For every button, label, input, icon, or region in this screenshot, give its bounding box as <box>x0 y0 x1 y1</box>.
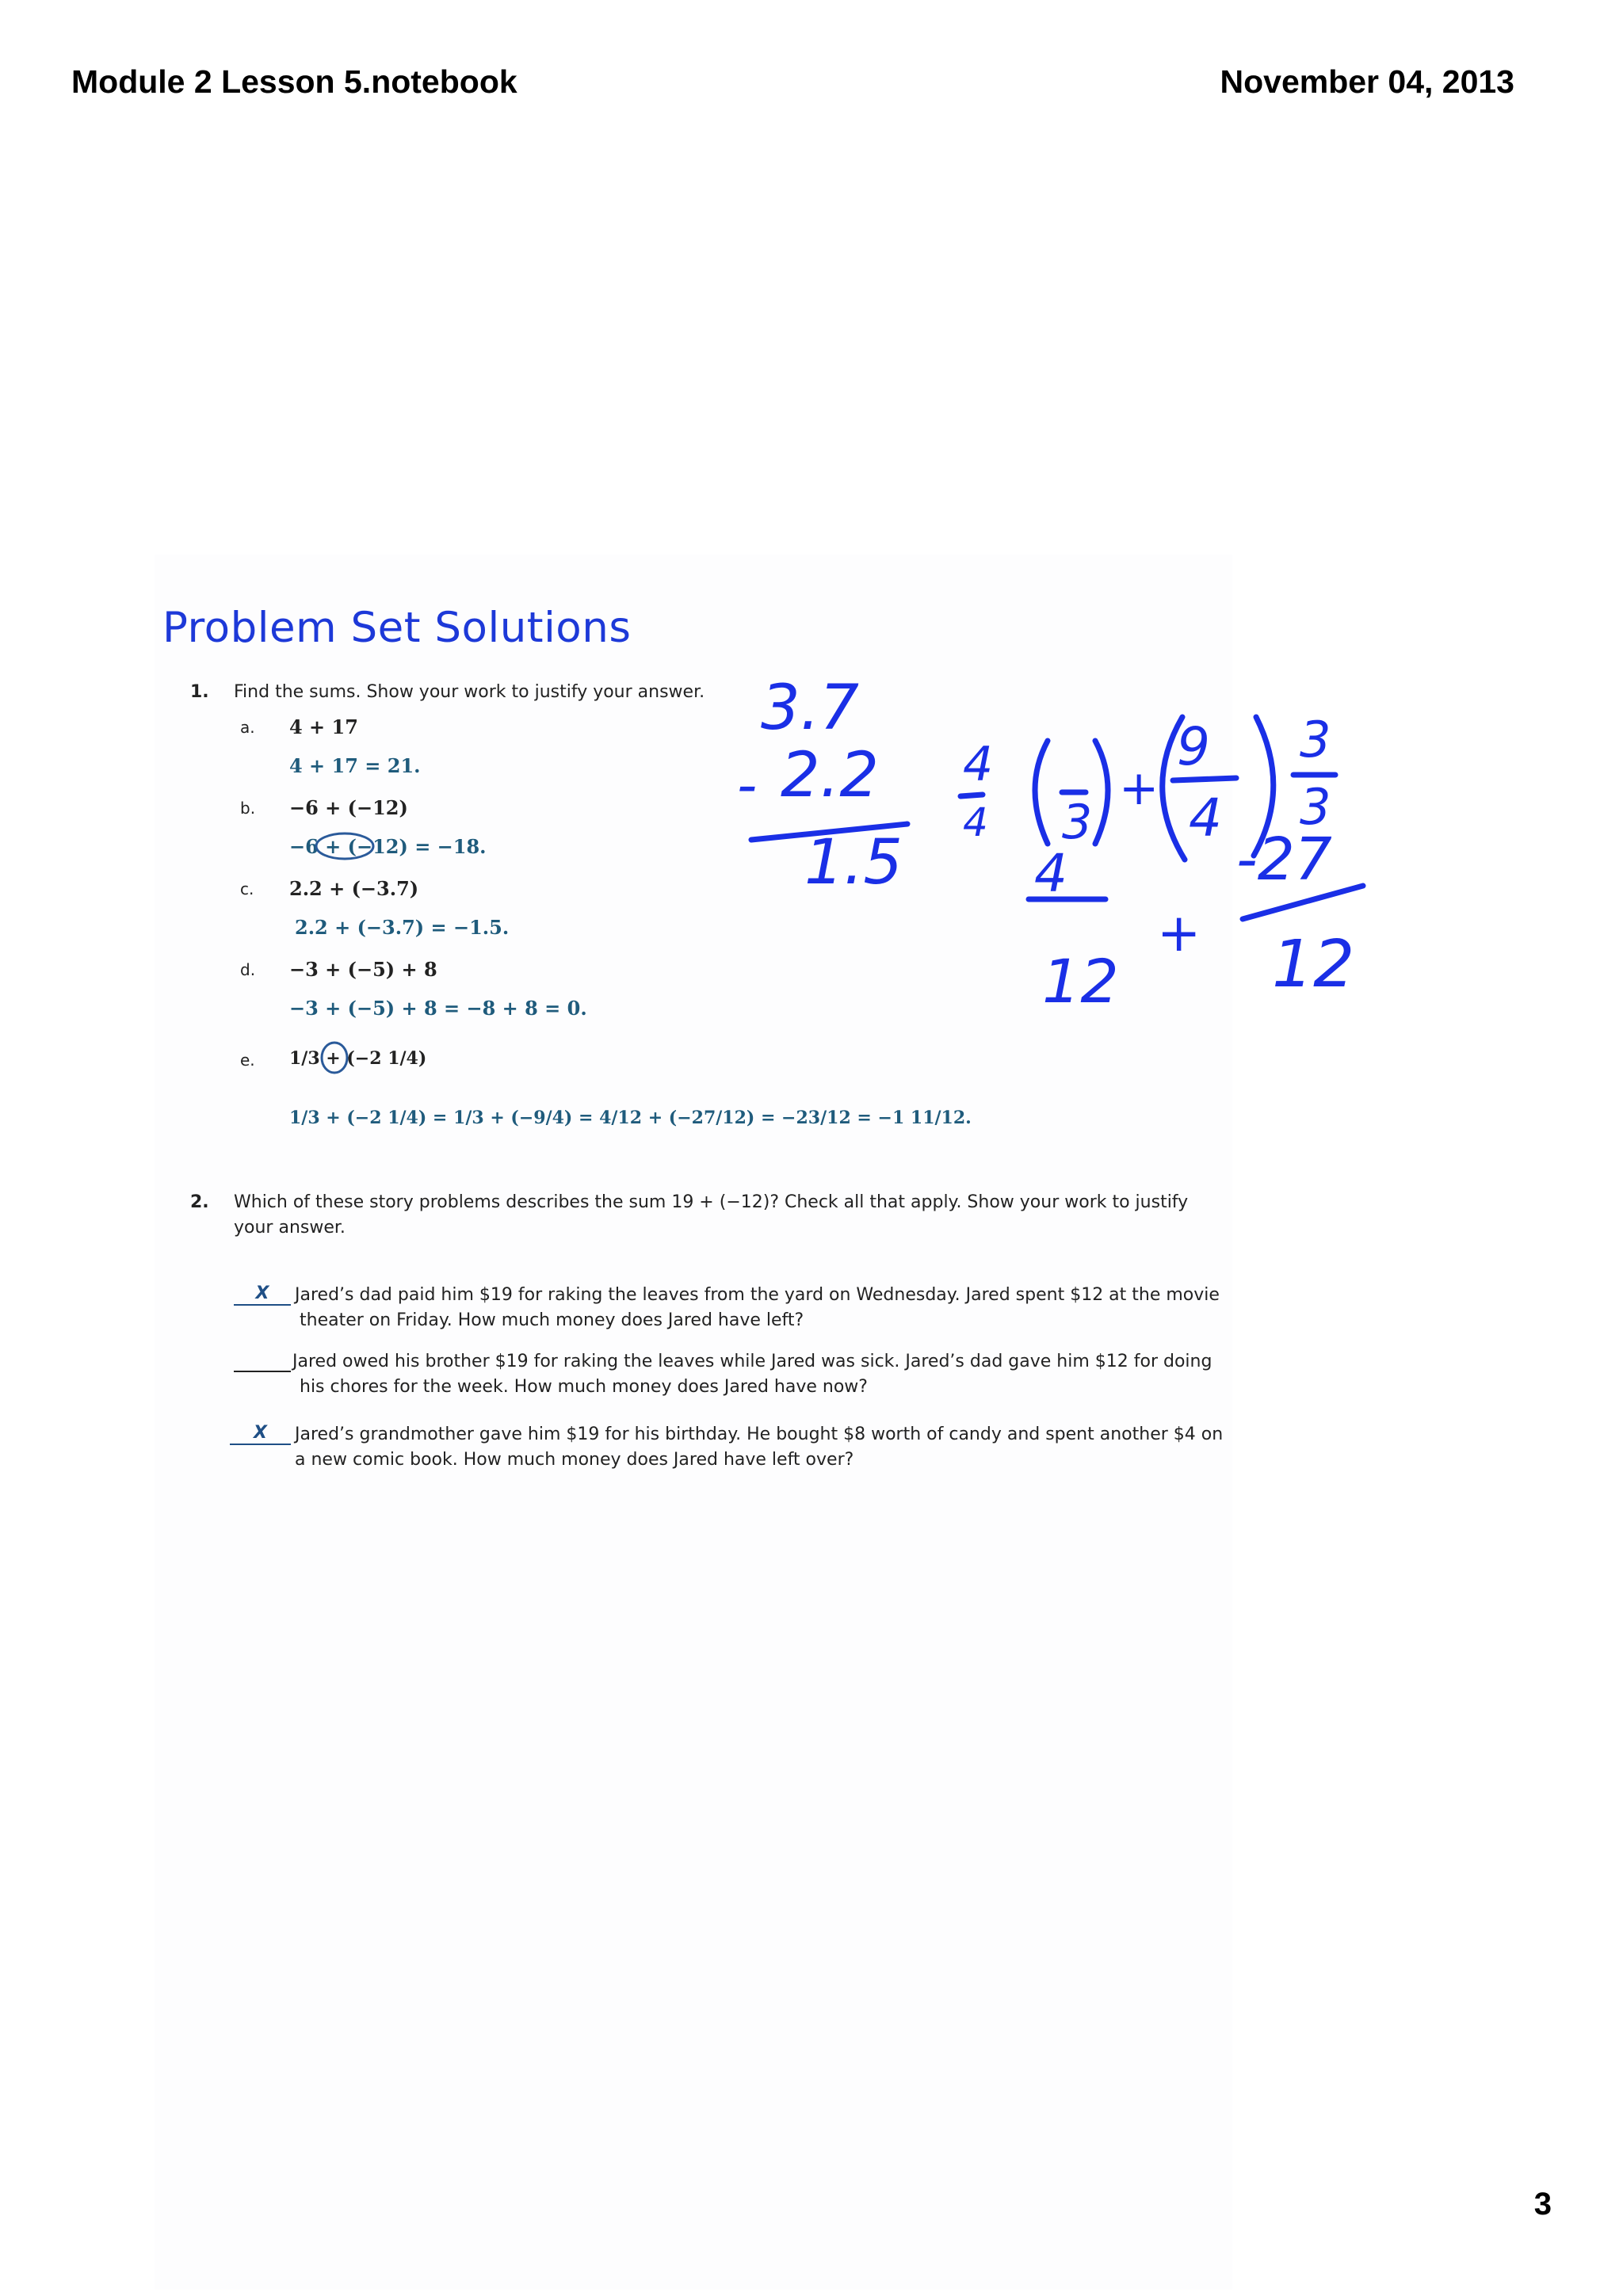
notebook-title: Module 2 Lesson 5.notebook <box>71 63 517 100</box>
q1e-solution: 1/3 + (−2 1/4) = 1/3 + (−9/4) = 4/12 + (−27/12) = −23/12 = −1 11/12. <box>289 1108 972 1128</box>
q1b-solution: −6 + (−12) = −18. <box>289 835 487 858</box>
paren-right-1 <box>1095 741 1108 844</box>
q1a-expression: 4 + 17 <box>289 715 358 738</box>
q1c-solution: 2.2 + (−3.7) = −1.5. <box>295 916 510 939</box>
q1d-expression: −3 + (−5) + 8 <box>289 958 437 981</box>
q1d-solution: −3 + (−5) + 8 = −8 + 8 = 0. <box>289 997 587 1020</box>
frac-bar-multiplier-left <box>960 795 983 796</box>
q1d-label: d. <box>240 960 256 979</box>
q2-option1-checkbox[interactable]: X <box>234 1283 291 1306</box>
hw-multiplier-den: 4 <box>963 799 988 845</box>
q2-option3-line1: Jared’s grandmother gave him $19 for his birthday. He bought $8 worth of candy and spent another $4 on <box>295 1425 1224 1444</box>
circle-mark-b <box>316 833 373 859</box>
hw-right-multiplier-den: 3 <box>1300 778 1331 836</box>
hw-multiplier-num: 4 <box>963 737 994 792</box>
problem-set-title: Problem Set Solutions <box>162 604 632 652</box>
q2-option2-line1: Jared owed his brother $19 for raking the leaves while Jared was sick. Jared’s dad gave him $12 for doing <box>292 1352 1212 1371</box>
q2-prompt-line2: your answer. <box>234 1218 346 1238</box>
hw-plus-sign: + <box>1119 761 1159 816</box>
q1-prompt: Find the sums. Show your work to justify your answer. <box>234 682 705 702</box>
hw-result: 1.5 <box>804 827 903 898</box>
q1-number: 1. <box>190 682 209 702</box>
hw-result-left-num: 4 <box>1034 843 1067 904</box>
page-date: November 04, 2013 <box>1220 63 1514 100</box>
hw-right-multiplier-num: 3 <box>1300 711 1331 769</box>
hw-term2-den: 4 <box>1189 788 1222 849</box>
q1e-label: e. <box>240 1051 255 1070</box>
q2-option1-line1: Jared’s dad paid him $19 for raking the leaves from the yard on Wednesday. Jared spent $12 at the movie <box>295 1285 1220 1305</box>
hw-result-right-den: 12 <box>1272 927 1355 1002</box>
q1c-expression: 2.2 + (−3.7) <box>289 877 419 900</box>
q2-number: 2. <box>190 1192 209 1212</box>
paren-left-1 <box>1035 741 1048 844</box>
q1b-label: b. <box>240 799 256 818</box>
hw-minus-sign: - <box>737 753 758 818</box>
q2-option1-line2: theater on Friday. How much money does Jared have left? <box>300 1310 804 1330</box>
page-number: 3 <box>1533 2187 1552 2222</box>
q1b-expression: −6 + (−12) <box>289 796 408 819</box>
hw-result-left-den: 12 <box>1042 946 1119 1016</box>
frac-bar-term2 <box>1173 778 1236 780</box>
hw-result-plus: + <box>1157 902 1201 963</box>
q1a-solution: 4 + 17 = 21. <box>289 754 421 777</box>
q2-option2-line2: his chores for the week. How much money does Jared have now? <box>300 1377 868 1397</box>
hw-term2-num: 9 <box>1177 716 1210 777</box>
hw-top-number: 3.7 <box>761 673 860 744</box>
q1a-label: a. <box>240 718 255 737</box>
circle-mark-e <box>322 1043 347 1073</box>
q2-prompt-line1: Which of these story problems describes the sum 19 + (−12)? Check all that apply. Show your work to justify <box>234 1192 1189 1212</box>
hw-result-right-num: -27 <box>1236 826 1332 894</box>
hw-bottom-number: 2.2 <box>781 740 880 811</box>
q1c-label: c. <box>240 879 254 898</box>
q2-option3-checkbox[interactable]: X <box>230 1423 291 1445</box>
hw-term1-den: 3 <box>1062 795 1093 850</box>
q2-option3-line2: a new comic book. How much money does Jared have left over? <box>295 1450 854 1470</box>
q1e-expression: 1/3 + (−2 1/4) <box>289 1048 427 1069</box>
